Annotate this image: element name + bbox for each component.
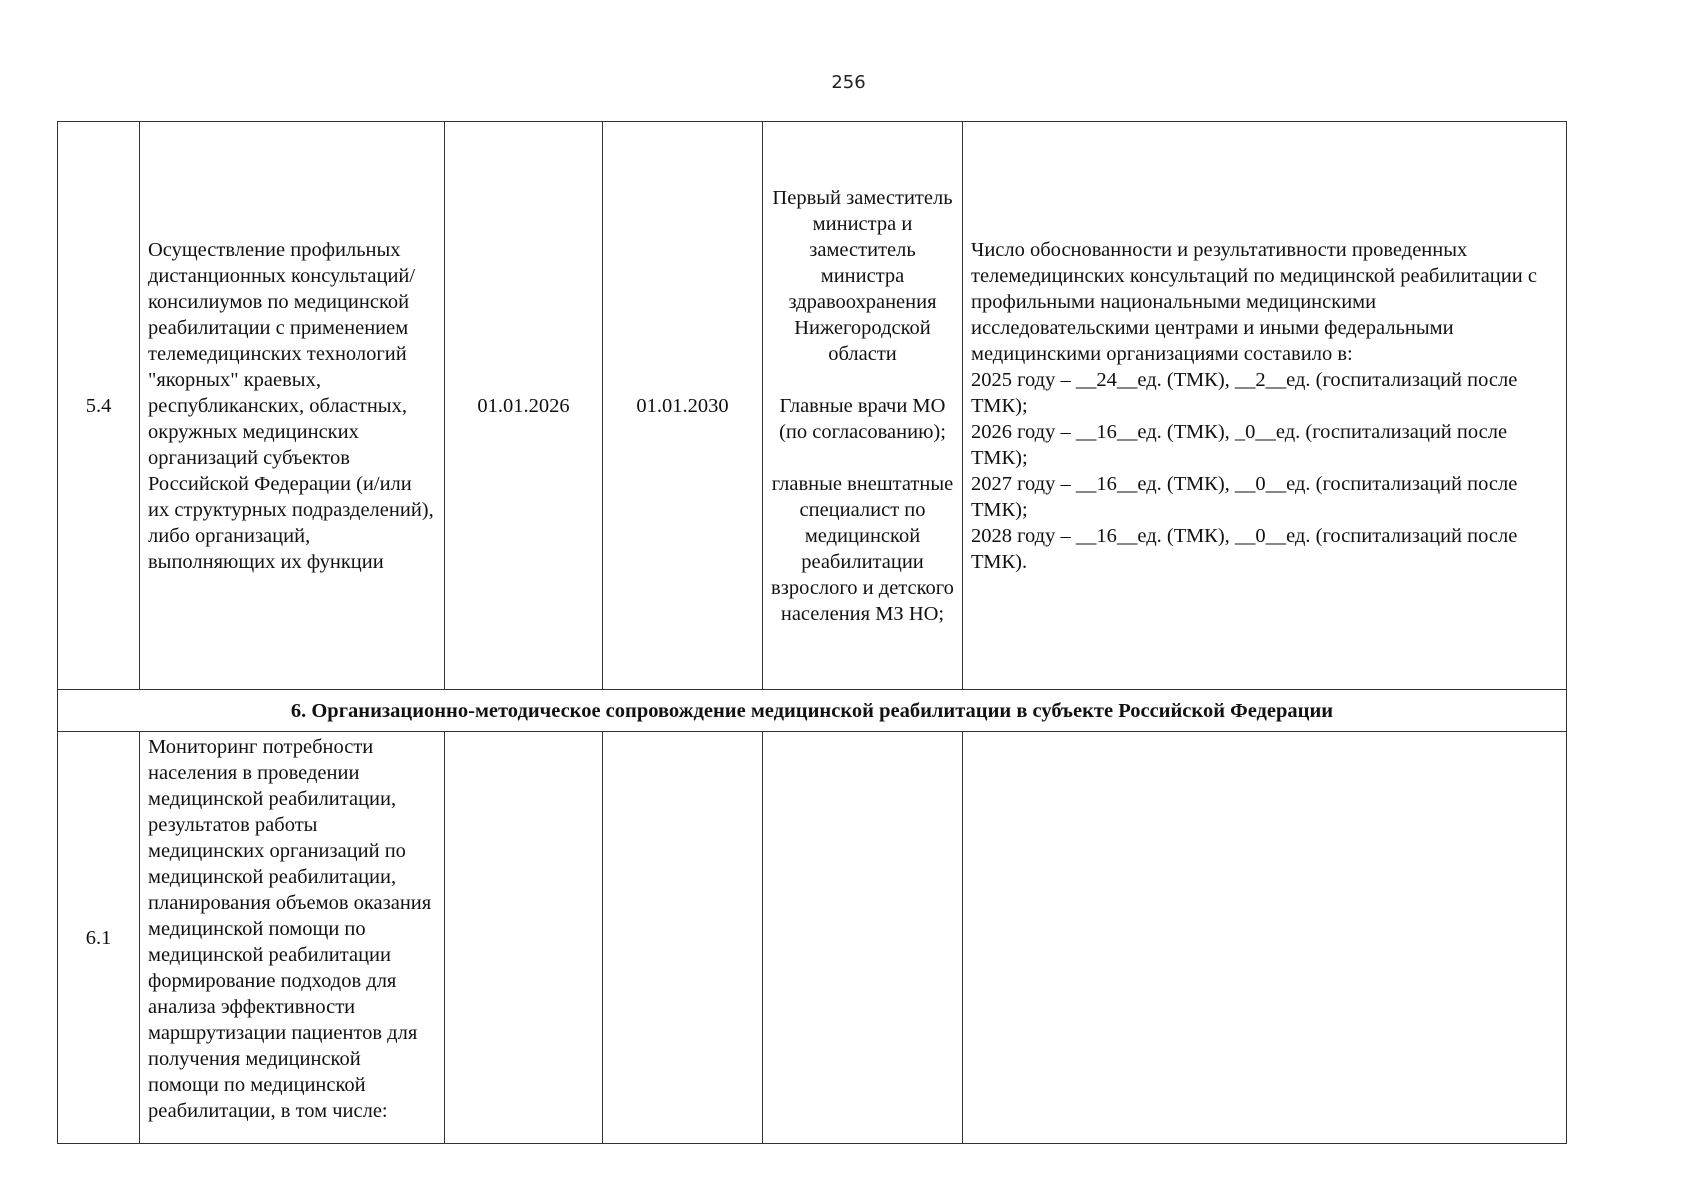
table-row-6-1 <box>58 732 1567 1144</box>
responsible-item: Первый заместитель министра и заместитель министра здравоохранения Нижегородской области <box>772 186 953 365</box>
spacer <box>771 445 954 471</box>
result-cell <box>963 122 1567 690</box>
responsible-cell <box>763 732 963 1144</box>
plan-table <box>57 121 1567 1144</box>
end-date <box>603 732 763 1144</box>
responsible-cell <box>763 122 963 690</box>
result-line: 2028 году – __16__ед. (ТМК), __0__ед. (госпитализаций после ТМК). <box>971 524 1518 573</box>
result-line: 2025 году – __24__ед. (ТМК), __2__ед. (госпитализаций после ТМК); <box>971 368 1518 417</box>
section-title: 6. Организационно-методическое сопровождение медицинской реабилитации в субъекте Российской Федерации <box>58 690 1567 732</box>
table-row-5-4 <box>58 122 1567 690</box>
result-line: 2027 году – __16__ед. (ТМК), __0__ед. (госпитализаций после ТМК); <box>971 472 1518 521</box>
responsible-item: главные внештатные специалист по медицинской реабилитации взрослого и детского населения МЗ НО; <box>771 472 954 625</box>
row-number: 5.4 <box>58 122 140 690</box>
section-row <box>58 690 1567 732</box>
result-line: 2026 году – __16__ед. (ТМК), _0__ед. (госпитализаций после ТМК); <box>971 420 1508 469</box>
result-cell <box>963 732 1567 1144</box>
row-number: 6.1 <box>58 732 140 1144</box>
page-number: 256 <box>831 72 866 93</box>
activity-name: Осуществление профильных дистанционных консультаций/консилиумов по медицинской реабилитации с применением телемедицинских технологий "якорных" краевых, республиканских, областных, окружных медицинских организаций субъектов Российской Федерации (и/или их структурных подразделений), либо организаций, выполняющих их функции <box>140 122 445 690</box>
end-date: 01.01.2030 <box>603 122 763 690</box>
responsible-item: Главные врачи МО (по согласованию); <box>779 394 946 443</box>
result-line: Число обоснованности и результативности проведенных телемедицинских консультаций по медицинской реабилитации с профильными национальными медицинскими исследовательскими центрами и иными федеральными медицинскими организациями составило в: <box>971 238 1537 365</box>
spacer <box>771 367 954 393</box>
activity-name: Мониторинг потребности населения в проведении медицинской реабилитации, результатов работы медицинских организаций по медицинской реабилитации, планирования объемов оказания медицинской помощи по медицинской реабилитации формирование подходов для анализа эффективности маршрутизации пациентов для получения медицинской помощи по медицинской реабилитации, в том числе: <box>140 732 445 1144</box>
start-date <box>445 732 603 1144</box>
start-date: 01.01.2026 <box>445 122 603 690</box>
